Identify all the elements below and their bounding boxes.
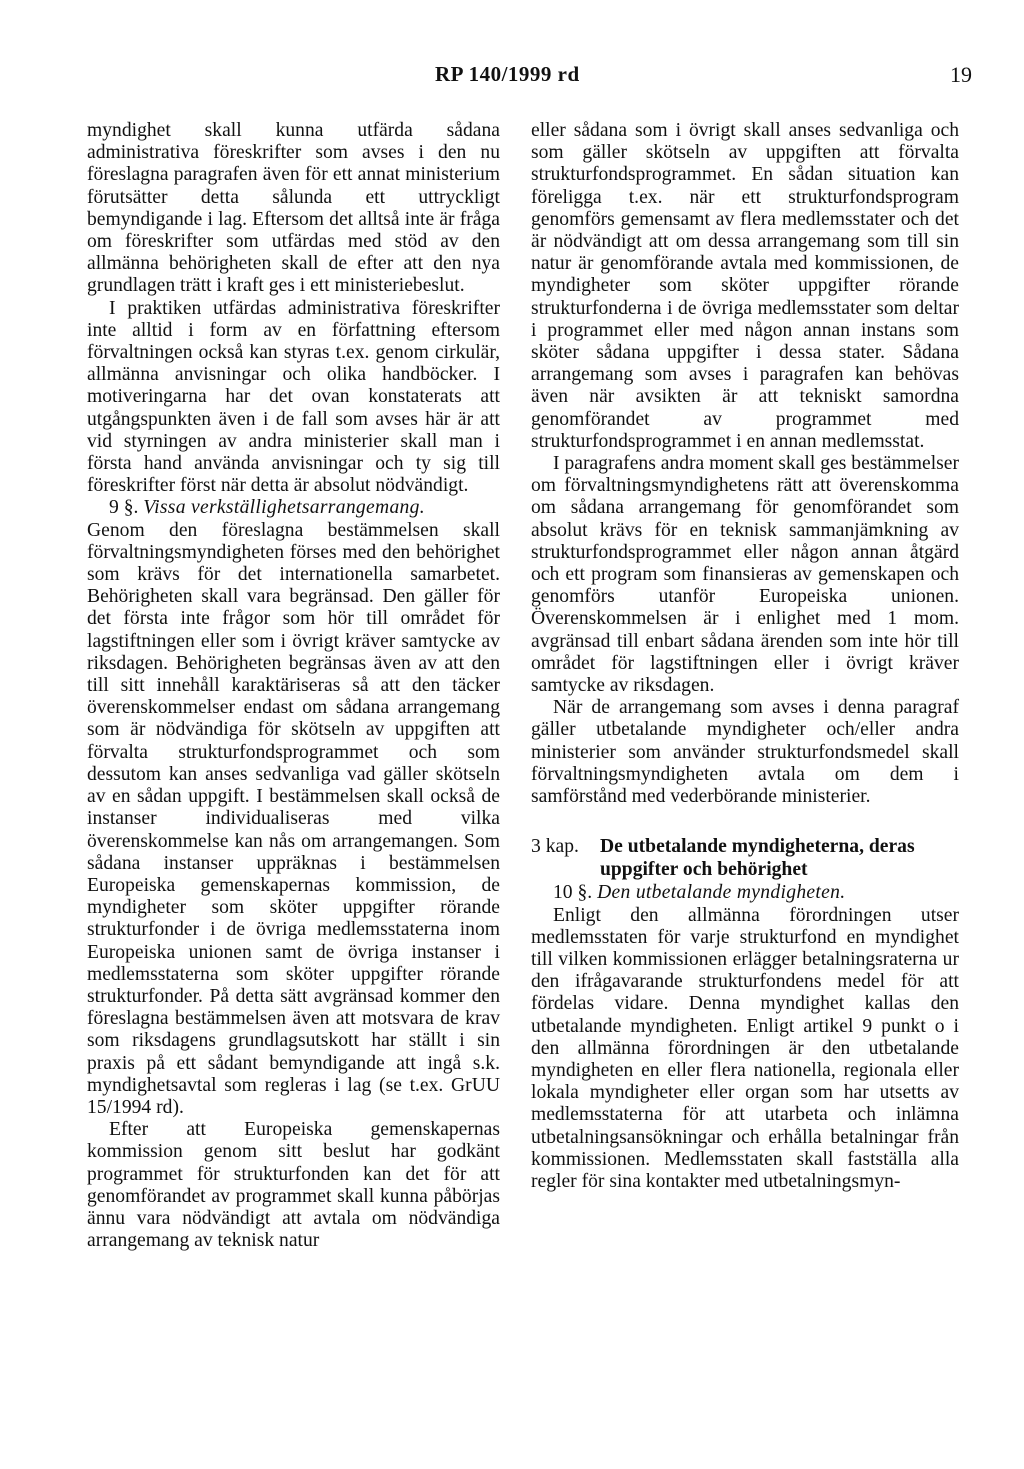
paragraph: När de arrangemang som avses i denna paragraf gäller utbetalande myndigheter och/eller andra ministerier som använder strukturfondsmedel skall förvaltningsmyndigheten avtala om dem i samförstånd med vederbörande ministerier. — [531, 697, 959, 808]
section-title: Vissa verkställighetsarrangemang. — [143, 497, 425, 519]
section-heading-10 — [531, 882, 959, 904]
chapter-title: De utbetalande myndigheterna, deras uppgifter och behörighet — [600, 836, 915, 880]
section-number: 10 §. — [553, 882, 593, 904]
section-number: 9 §. — [109, 497, 139, 519]
page-header — [0, 62, 1024, 92]
paragraph: myndighet skall kunna utfärda sådana administrativa föreskrifter som avses i den nu föreslagna paragrafen även för ett annat ministerium förutsätter detta sålunda ett uttryckligt bemyndigande i lag. Eftersom det alltså inte är fråga om föreskrifter som utfärdas med stöd av den allmänna behörigheten skall de efter att den nya grundlagen trätt i kraft ges i ett ministeriebeslut. — [87, 120, 500, 297]
paragraph: eller sådana som i övrigt skall anses sedvanliga och som gäller skötseln av uppgiften att förvalta strukturfondsprogrammet. En sådan situation kan föreligga t.ex. när ett strukturfondsprogram genomförs gemensamt av flera medlemsstater och det är nödvändigt att om dessa arrangemang som till sin natur är genomförande avtala med kommissionen, de myndigheter som sköter uppgifter rörande strukturfonderna i de övriga medlemsstater som deltar i programmet eller med någon annan instans som sköter sådana uppgifter i dessa stater. Sådana arrangemang som avses i paragrafen kan behövas även när avsikten är att tekniskt samordna genomförandet av programmet med strukturfondsprogrammet i en annan medlemsstat. — [531, 120, 959, 452]
section-heading-9 — [87, 497, 500, 519]
paragraph: I paragrafens andra moment skall ges bestämmelser om förvaltningsmyndighetens rätt att överenskomma om sådana arrangemang för genomförandet som absolut krävs för en teknisk sammanjämkning av strukturfondsprogrammet eller någon annan åtgärd och ett program som finansieras av gemenskapen och genomförs utanför Europeiska unionen. Överenskommelsen är i enlighet med 1 mom. avgränsad till enbart sådana ärenden som inte hör till området för lagstiftningen eller i övrigt kräver samtycke av riksdagen. — [531, 453, 959, 697]
left-column — [87, 120, 500, 1252]
paragraph: Genom den föreslagna bestämmelsen skall förvaltningsmyndigheten förses med den behörighet som krävs för det internationella samarbetet. Behörigheten skall vara begränsad. Den gäller för det första inte frågor som hör till området för lagstiftningen eller som i övrigt kräver samtycke av riksdagen. Behörigheten begränsas även av att den till sitt innehåll karaktäriseras så att den täcker överenskommelser endast om sådana arrangemang som är nödvändiga för skötseln av uppgiften att förvalta strukturfondsprogrammet och som dessutom kan anses sedvanliga vad gäller skötseln av en sådan uppgift. I bestämmelsen skall också de instanser individualiseras med vilka överenskommelse kan nås om arrangemangen. Som sådana instanser uppräknas i bestämmelsen Europeiska gemenskapernas kommission, de myndigheter som sköter uppgifter rörande strukturfonder i de övriga medlemsstaterna inom Europeiska unionen samt de övriga instanser i medlemsstaterna som sköter uppgifter rörande strukturfonder. På detta sätt avgränsad kommer den föreslagna bestämmelsen även att motsvara de krav som riksdagens grundlagsutskott har ställt i sin praxis på ett sådant bemyndigande att ingå s.k. myndighetsavtal som regleras i lag (se t.ex. GrUU 15/1994 rd). — [87, 519, 500, 1118]
document-id: RP 140/1999 rd — [435, 62, 580, 86]
paragraph: Efter att Europeiska gemenskapernas kommission genom sitt beslut har godkänt programmet för strukturfonden kan det för att genomförandet av programmet skall kunna påbörjas ännu vara nödvändigt att avtala om nödvändiga arrangemang av teknisk natur — [87, 1119, 500, 1252]
chapter-heading — [531, 836, 959, 882]
paragraph: I praktiken utfärdas administrativa föreskrifter inte alltid i form av en författning eftersom förvaltningen också kan styras t.ex. genom cirkulär, allmänna anvisningar och olika handböcker. I motiveringarna har det ovan konstaterats att utgångspunkten även i de fall som avses här är att vid styrningen av andra ministerier skall man i första hand använda anvisningar och ty sig till föreskrifter först när detta är absolut nödvändigt. — [87, 297, 500, 497]
page-number: 19 — [950, 62, 972, 87]
right-column — [531, 120, 959, 1193]
paragraph: Enligt den allmänna förordningen utser medlemsstaten för varje strukturfond en myndighet till vilken kommissionen erlägger betalningsraterna ur den ifrågavarande strukturfondens medel för att fördelas vidare. Denna myndighet kallas den utbetalande myndigheten. Enligt artikel 9 punkt o i den allmänna förordningen är den utbetalande myndigheten en eller flera nationella, regionala eller lokala myndigheter eller organ som har utsetts av medlemsstaterna för att utarbeta och inlämna utbetalningsansökningar och erhålla betalningar från kommissionen. Medlemsstaten skall fastställa alla regler för sina kontakter med utbetalningsmyn- — [531, 904, 959, 1192]
section-title: Den utbetalande myndigheten. — [597, 882, 846, 904]
chapter-number: 3 kap. — [531, 836, 579, 858]
